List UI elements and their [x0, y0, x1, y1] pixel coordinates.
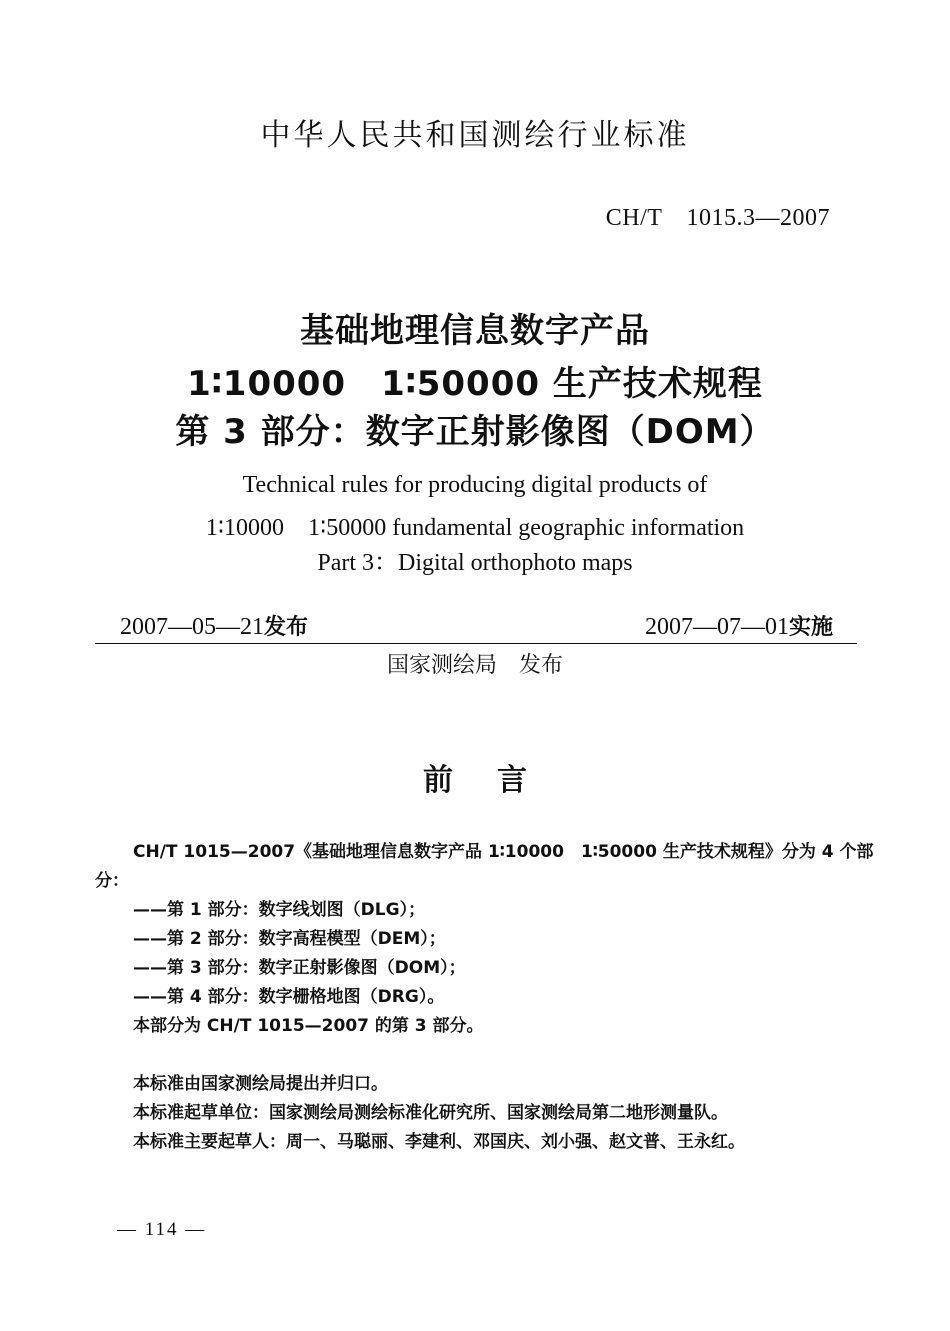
standard-body-header: 中华人民共和国测绘行业标准	[260, 118, 690, 153]
drafters-note: 本标准主要起草人：周一、马聪丽、李建利、邓国庆、刘小强、赵文普、王永红。	[133, 1132, 745, 1152]
part-note: 本部分为 CH/T 1015—2007 的第 3 部分。	[133, 1016, 484, 1036]
standard-code: CH/T 1015.3—2007	[605, 205, 830, 231]
title-cn-line3: 第 3 部分：数字正射影像图（DOM）	[175, 412, 775, 452]
title-en-line2: 1∶10000 1∶50000 fundamental geographic information	[205, 515, 745, 541]
issue-date	[120, 610, 308, 641]
issue-date-value: 2007—05—21	[120, 614, 264, 640]
implement-date-value: 2007—07—01	[644, 614, 789, 640]
issuer: 国家测绘局 发布	[386, 653, 563, 678]
title-cn-line1: 基础地理信息数字产品	[300, 311, 650, 351]
implement-date	[645, 610, 833, 641]
date-line	[95, 613, 857, 644]
proposed-by-note: 本标准由国家测绘局提出并归口。	[133, 1074, 388, 1094]
foreword-intro: CH/T 1015—2007《基础地理信息数字产品 1∶10000 1∶50000 生产技术规程》分为 4 个部分：	[95, 842, 874, 891]
drafting-units-note: 本标准起草单位：国家测绘局测绘标准化研究所、国家测绘局第二地形测量队。	[133, 1103, 728, 1123]
part-list-item: ——第 1 部分：数字线划图（DLG）；	[133, 900, 426, 920]
part-list-item: ——第 4 部分：数字栅格地图（DRG）。	[133, 987, 445, 1007]
title-cn-line2: 1∶10000 1∶50000 生产技术规程	[187, 364, 763, 404]
foreword-title: 前言	[423, 763, 571, 798]
implement-label: 实施	[788, 615, 833, 640]
title-en-line1: Technical rules for producing digital products of	[242, 472, 708, 498]
issue-label: 发布	[264, 615, 309, 640]
page-number: — 114 —	[117, 1219, 207, 1240]
part-list-item: ——第 2 部分：数字高程模型（DEM）；	[133, 929, 446, 949]
part-list-item: ——第 3 部分：数字正射影像图（DOM）；	[133, 958, 466, 978]
title-en-line3: Part 3：Digital orthophoto maps	[317, 550, 633, 576]
